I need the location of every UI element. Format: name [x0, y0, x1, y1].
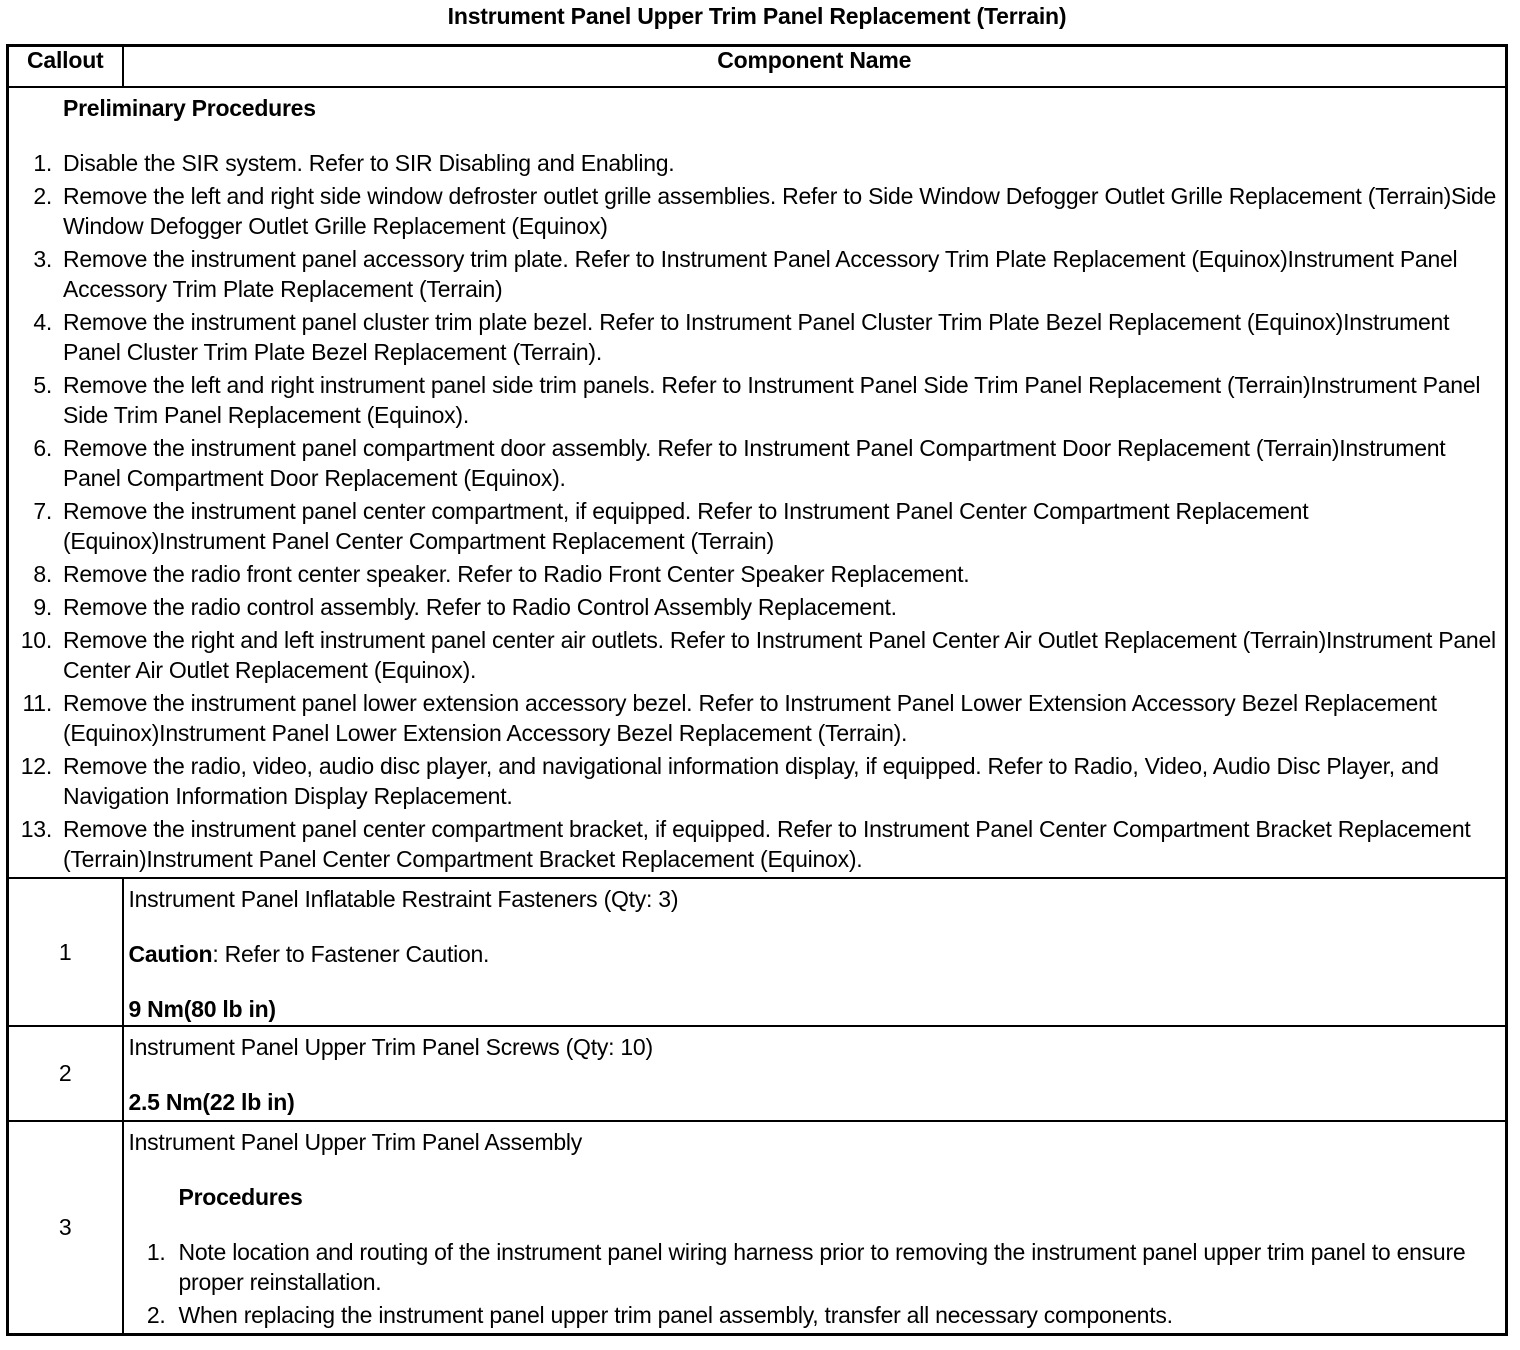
preliminary-step	[9, 592, 1505, 622]
preliminary-steps-list	[9, 148, 1505, 874]
preliminary-step	[9, 559, 1505, 589]
component-name: Instrument Panel Inflatable Restraint Fasteners (Qty: 3)	[128, 886, 679, 912]
step-number: 2.	[146, 1302, 166, 1328]
step-text: Remove the right and left instrument panel center air outlets. Refer to Instrument Panel Center Air Outlet Replacement (Terrain)Instrument Panel Center Air Outlet Replacement (Equinox).	[63, 627, 1496, 683]
step-text: Remove the radio, video, audio disc player, and navigational information display, if equipped. Refer to Radio, Video, Audio Disc Player, and Navigation Information Display Replacement.	[63, 753, 1439, 809]
component-name-cell	[123, 878, 1507, 1026]
step-number: 8.	[33, 561, 52, 587]
component-name: Instrument Panel Upper Trim Panel Screws (Qty: 10)	[128, 1034, 653, 1060]
component-name: Instrument Panel Upper Trim Panel Assembly	[128, 1129, 583, 1155]
preliminary-step	[9, 148, 1505, 178]
preliminary-step	[9, 370, 1505, 430]
step-number: 4.	[33, 309, 52, 335]
caution-note	[129, 939, 1506, 969]
preliminary-step	[9, 688, 1505, 748]
preliminary-procedures-row	[8, 87, 1507, 878]
component-name-cell	[123, 1026, 1507, 1121]
table-row	[8, 1026, 1507, 1121]
step-number: 11.	[22, 690, 52, 716]
torque-spec: 2.5 Nm(22 lb in)	[128, 1089, 295, 1115]
step-text: When replacing the instrument panel upper trim panel assembly, transfer all necessary components.	[178, 1302, 1173, 1328]
preliminary-step	[9, 433, 1505, 493]
caution-text: : Refer to Fastener Caution.	[212, 941, 490, 967]
callout-number: 1	[8, 878, 123, 1026]
step-text: Disable the SIR system. Refer to SIR Disabling and Enabling.	[63, 150, 675, 176]
component-name-cell	[123, 1121, 1507, 1335]
step-text: Remove the radio control assembly. Refer to Radio Control Assembly Replacement.	[63, 594, 897, 620]
step-number: 1.	[146, 1239, 166, 1265]
step-number: 5.	[33, 372, 52, 398]
step-number: 3.	[33, 246, 52, 272]
step-number: 2.	[33, 183, 52, 209]
step-number: 10.	[20, 627, 52, 653]
step-number: 7.	[33, 498, 52, 524]
caution-label: Caution	[128, 941, 213, 967]
preliminary-step	[9, 244, 1505, 304]
preliminary-procedures-cell	[8, 87, 1507, 878]
step-text: Remove the instrument panel center compartment, if equipped. Refer to Instrument Panel Center Compartment Replacement (Equinox)Instrument Panel Center Compartment Replacement (Terrain)	[63, 498, 1309, 554]
step-number: 12.	[20, 753, 52, 779]
step-text: Remove the radio front center speaker. Refer to Radio Front Center Speaker Replacement.	[63, 561, 970, 587]
procedure-step	[129, 1237, 1506, 1297]
preliminary-step	[9, 625, 1505, 685]
preliminary-step	[9, 181, 1505, 241]
callout-number: 3	[8, 1121, 123, 1335]
step-text: Remove the instrument panel accessory trim plate. Refer to Instrument Panel Accessory Trim Plate Replacement (Equinox)Instrument Panel Accessory Trim Plate Replacement (Terrain)	[63, 246, 1458, 302]
step-number: 13.	[20, 816, 52, 842]
step-text: Remove the left and right instrument panel side trim panels. Refer to Instrument Panel Side Trim Panel Replacement (Terrain)Instrument Panel Side Trim Panel Replacement (Equinox).	[63, 372, 1481, 428]
procedure-steps-list	[129, 1237, 1506, 1330]
preliminary-procedures-heading: Preliminary Procedures	[63, 95, 316, 121]
step-number: 6.	[33, 435, 52, 461]
procedure-table	[6, 44, 1508, 1336]
table-row	[8, 1121, 1507, 1335]
step-text: Remove the instrument panel center compartment bracket, if equipped. Refer to Instrument Panel Center Compartment Bracket Replacement (Terrain)Instrument Panel Center Compartment Bracket Replacement (Equinox).	[63, 816, 1471, 872]
preliminary-step	[9, 307, 1505, 367]
callout-column-header: Callout	[8, 46, 123, 88]
step-text: Remove the left and right side window defroster outlet grille assemblies. Refer to Side Window Defogger Outlet Grille Replacement (Terrain)Side Window Defogger Outlet Grille Replacement (Equinox)	[63, 183, 1497, 239]
step-number: 9.	[33, 594, 52, 620]
step-text: Note location and routing of the instrument panel wiring harness prior to removing the instrument panel upper trim panel to ensure proper reinstallation.	[178, 1239, 1466, 1295]
step-number: 1.	[33, 150, 52, 176]
torque-spec: 9 Nm(80 lb in)	[128, 996, 276, 1022]
step-text: Remove the instrument panel cluster trim plate bezel. Refer to Instrument Panel Cluster Trim Plate Bezel Replacement (Equinox)Instrument Panel Cluster Trim Plate Bezel Replacement (Terrain).	[63, 309, 1450, 365]
preliminary-step	[9, 751, 1505, 811]
component-name-column-header: Component Name	[123, 46, 1507, 88]
table-row	[8, 878, 1507, 1026]
step-text: Remove the instrument panel lower extension accessory bezel. Refer to Instrument Panel Lower Extension Accessory Bezel Replacement (Equinox)Instrument Panel Lower Extension Accessory Bezel Replacement (Terrain).	[63, 690, 1437, 746]
preliminary-step	[9, 814, 1505, 874]
page-title: Instrument Panel Upper Trim Panel Replacement (Terrain)	[447, 3, 1067, 29]
step-text: Remove the instrument panel compartment door assembly. Refer to Instrument Panel Compartment Door Replacement (Terrain)Instrument Panel Compartment Door Replacement (Equinox).	[63, 435, 1446, 491]
callout-number: 2	[8, 1026, 123, 1121]
procedures-heading: Procedures	[178, 1184, 303, 1210]
preliminary-step	[9, 496, 1505, 556]
procedure-step	[129, 1300, 1506, 1330]
table-header-row	[8, 46, 1507, 88]
